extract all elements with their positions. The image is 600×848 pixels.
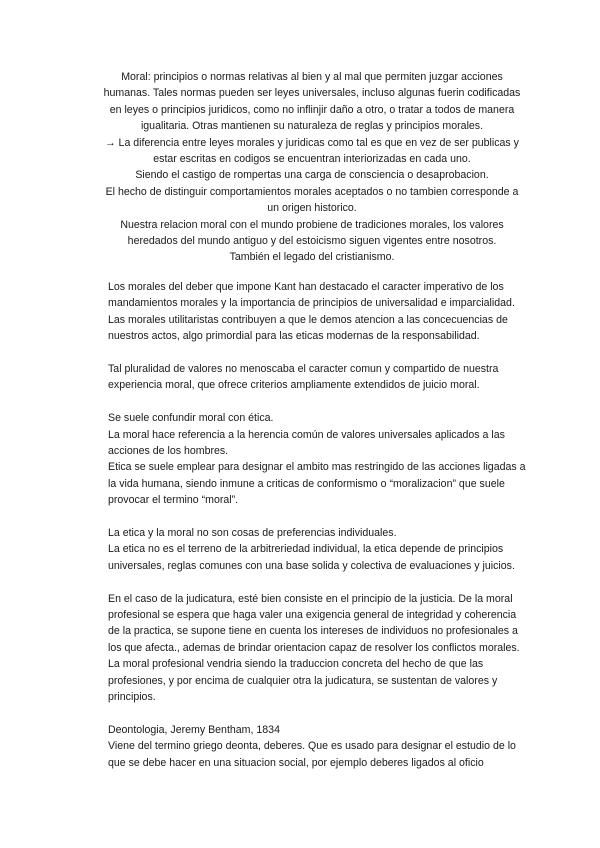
kant-paragraph: Los morales del deber que impone Kant han destacado el caracter imperativo de los mandamientos morales y la importancia de principios de universalidad e imparcialidad. xyxy=(108,281,515,310)
historical-origin-text: El hecho de distinguir comportamientos morales aceptados o no tambien corresponde a un origen historico. xyxy=(105,185,519,215)
not-arbitrary-paragraph: La etica no es el terreno de la arbitreriedad individual, la etica depende de principios universales, reglas comunes con una base solida y colectiva de evaluaciones y juicios. xyxy=(108,543,515,572)
judicatura-paragraph: En el caso de la judicatura, esté bien consiste en el principio de la justicia. De la moral profesional se espera que haga valer una exigencia general de integridad y coherencia de la practica, se supone tiene en cuenta los intereses de individuos no profesionales a los que afecta., ademas de brindar orientacion capaz de resolver los conflictos morales. xyxy=(108,592,520,654)
moral-traditions-text: Nuestra relacion moral con el mundo probiene de tradiciones morales, los valores heredados del mundo antiguo y del estoicismo siguen vigentes entre nosotros. xyxy=(120,218,504,248)
deontologia-title: Deontologia, Jeremy Bentham, 1834 xyxy=(108,723,280,736)
etica-def-paragraph: Etica se suele emplear para designar el ambito mas restringido de las acciones ligadas a la vida humana, siendo inmune a criticas de conformismo o “moralizacion” que suele provocar el termino “moral”. xyxy=(108,461,526,507)
confusion-line: Se suele confundir moral con ética. xyxy=(108,412,274,425)
punishment-text: Siendo el castigo de rompertas una carga de consciencia o desaprobacion. xyxy=(135,169,489,182)
plurality-paragraph: Tal pluralidad de valores no menoscaba el caracter comun y compartido de nuestra experiencia moral, que ofrece criterios ampliamente extendidos de juicio moral. xyxy=(108,363,499,392)
utilitarian-paragraph: Las morales utilitaristas contribuyen a que le demos atencion a las concecuencias de nuestros actos, algo primordial para las eticas modernas de la responsabilidad. xyxy=(108,313,508,343)
moral-definition-text: Moral: principios o normas relativas al bien y al mal que permiten juzgar acciones humanas. Tales normas pueden ser leyes universales, incluso algunas fuerin codificadas en leyes o principios juridicos, como no inflinjir daño a otro, o tratar a todos de manera igualitaria. Otras mantienen su naturaleza de reglas y principios morales. xyxy=(103,71,521,133)
profesional-paragraph: La moral profesional vendria siendo la traduccion concreta del hecho de que las profesiones, y por encima de cualquier otra la judicatura, se sustentan de valores y principios. xyxy=(108,658,498,704)
moral-def-paragraph: La moral hace referencia a la herencia común de valores universales aplicados a las acciones de los hombres. xyxy=(108,428,505,458)
christianity-text: También el legado del cristianismo. xyxy=(229,251,395,264)
deontologia-paragraph: Viene del termino griego deonta, deberes. Que es usado para designar el estudio de lo que se debe hacer en una situacion social, por ejemplo deberes ligados al oficio xyxy=(108,740,516,769)
not-preferences-line: La etica y la moral no son cosas de preferencias individuales. xyxy=(108,527,397,540)
body-text xyxy=(108,279,528,771)
centered-intro-block xyxy=(100,69,524,266)
difference-laws-text: → La diferencia entre leyes morales y juridicas como tal es que en vez de ser publicas y estar escritas en codigos se encuentran interiorizadas en cada uno. xyxy=(105,136,519,166)
